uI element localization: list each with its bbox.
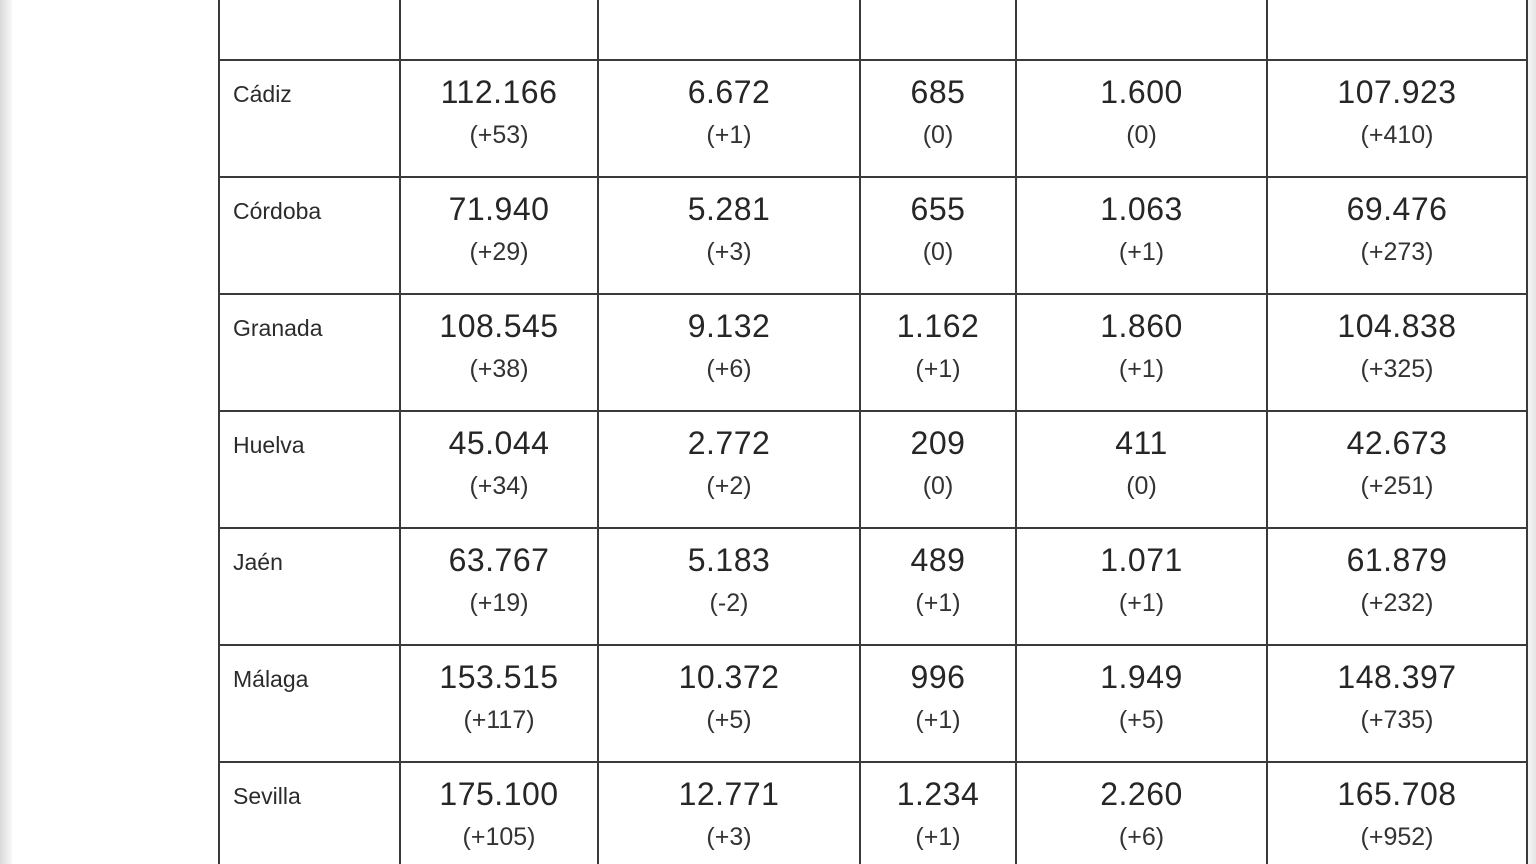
cell-change-value: (+1) <box>1118 589 1165 617</box>
value-cell <box>860 762 1016 864</box>
cell-change-value: (+29) <box>469 238 529 266</box>
cell-total-value: 10.372 <box>678 659 780 695</box>
province-name: Sevilla <box>233 783 301 809</box>
value-cell <box>860 0 1016 60</box>
value-cell <box>860 411 1016 528</box>
province-name: Granada <box>233 315 323 341</box>
value-cell <box>860 528 1016 645</box>
cell-total-value: 71.940 <box>448 191 550 227</box>
cell-change-value: (+34) <box>469 472 529 500</box>
cell-total-value: 5.183 <box>687 542 771 578</box>
cell-change-value: (+117) <box>463 706 535 734</box>
cell-total-value: 1.949 <box>1100 659 1183 695</box>
cell-total-value: 107.923 <box>1337 74 1457 110</box>
table-row <box>219 411 1527 528</box>
value-cell <box>1016 645 1267 762</box>
value-cell <box>400 60 598 177</box>
cell-total-value: 2.260 <box>1100 776 1183 812</box>
province-cell <box>219 0 400 60</box>
cell-change-value: (+2) <box>706 472 752 500</box>
province-cell <box>219 60 400 177</box>
cell-total-value: 655 <box>910 191 966 227</box>
cell-total-value: 63.767 <box>448 542 550 578</box>
cell-change-value: (+1) <box>706 121 752 149</box>
cell-total-value: 61.879 <box>1346 542 1448 578</box>
cell-total-value: 148.397 <box>1337 659 1457 695</box>
cell-change-value: (+3) <box>706 238 752 266</box>
province-cell <box>219 762 400 864</box>
province-name: Málaga <box>233 666 309 692</box>
cell-change-value: (0) <box>1126 121 1157 149</box>
value-cell <box>400 645 598 762</box>
value-cell <box>1267 762 1527 864</box>
province-cell <box>219 177 400 294</box>
cell-total-value: 112.166 <box>440 74 558 110</box>
cell-total-value: 1.860 <box>1100 308 1183 344</box>
cell-change-value: (+5) <box>1118 706 1165 734</box>
value-cell <box>598 0 860 60</box>
cell-change-value: (+1) <box>915 355 961 383</box>
cell-change-value: (+232) <box>1360 589 1434 617</box>
left-page-edge <box>0 0 12 864</box>
province-data-table <box>218 0 1528 864</box>
cell-change-value: (+5) <box>706 706 752 734</box>
value-cell <box>400 411 598 528</box>
value-cell <box>1016 0 1267 60</box>
cell-total-value: 1.234 <box>896 776 980 812</box>
cell-change-value: (+273) <box>1360 238 1434 266</box>
cell-change-value: (+105) <box>462 823 536 851</box>
cell-total-value: 69.476 <box>1346 191 1448 227</box>
cell-total-value: 45.044 <box>448 425 550 461</box>
value-cell <box>1016 528 1267 645</box>
value-cell <box>1016 60 1267 177</box>
cell-total-value: 108.545 <box>439 308 559 344</box>
cell-total-value: 996 <box>910 659 966 695</box>
cell-total-value: 1.162 <box>896 308 980 344</box>
cell-change-value: (+1) <box>915 823 961 851</box>
cell-change-value: (+735) <box>1360 706 1434 734</box>
value-cell <box>400 762 598 864</box>
value-cell <box>400 294 598 411</box>
cell-change-value: (+38) <box>469 355 529 383</box>
value-cell <box>860 645 1016 762</box>
cell-total-value: 2.772 <box>687 425 771 461</box>
cell-total-value: 165.708 <box>1337 776 1457 812</box>
province-cell <box>219 645 400 762</box>
cell-change-value: (+251) <box>1360 472 1434 500</box>
table-body <box>219 0 1527 864</box>
table-row <box>219 762 1527 864</box>
province-cell <box>219 294 400 411</box>
value-cell <box>598 177 860 294</box>
cell-total-value: 175.100 <box>439 776 559 812</box>
value-cell <box>598 411 860 528</box>
cell-total-value: 5.281 <box>687 191 771 227</box>
province-name: Jaén <box>233 549 283 575</box>
cell-total-value: 6.672 <box>687 74 771 110</box>
province-name: Cádiz <box>233 81 292 107</box>
cell-change-value: (-2) <box>709 589 749 617</box>
value-cell <box>598 60 860 177</box>
cell-total-value: 9.132 <box>687 308 771 344</box>
province-cell <box>219 411 400 528</box>
cell-change-value: (0) <box>922 238 954 266</box>
value-cell <box>1267 0 1527 60</box>
province-name: Córdoba <box>233 198 322 224</box>
value-cell <box>1016 294 1267 411</box>
cell-change-value: (+3) <box>706 823 752 851</box>
cell-change-value: (+410) <box>1360 121 1434 149</box>
cell-total-value: 1.063 <box>1100 191 1183 227</box>
value-cell <box>1267 177 1527 294</box>
cell-change-value: (+53) <box>469 121 529 149</box>
cell-total-value: 489 <box>910 542 966 578</box>
value-cell <box>1267 411 1527 528</box>
cell-total-value: 153.515 <box>439 659 559 695</box>
cell-change-value: (+1) <box>915 589 961 617</box>
table-row <box>219 177 1527 294</box>
cell-change-value: (+325) <box>1360 355 1434 383</box>
value-cell <box>860 60 1016 177</box>
value-cell <box>400 528 598 645</box>
cell-total-value: 42.673 <box>1346 425 1448 461</box>
value-cell <box>1016 177 1267 294</box>
cell-change-value: (0) <box>1126 472 1157 500</box>
table-row <box>219 60 1527 177</box>
value-cell <box>1267 294 1527 411</box>
cell-change-value: (0) <box>922 472 954 500</box>
cell-total-value: 1.600 <box>1100 74 1183 110</box>
value-cell <box>1016 762 1267 864</box>
cell-change-value: (0) <box>922 121 954 149</box>
cell-change-value: (+952) <box>1360 823 1434 851</box>
value-cell <box>1267 60 1527 177</box>
value-cell <box>860 177 1016 294</box>
value-cell <box>400 0 598 60</box>
cell-change-value: (+1) <box>1118 238 1165 266</box>
cell-change-value: (+6) <box>1118 823 1165 851</box>
table-row <box>219 528 1527 645</box>
value-cell <box>598 294 860 411</box>
value-cell <box>1016 411 1267 528</box>
province-cell <box>219 528 400 645</box>
value-cell <box>1267 645 1527 762</box>
cell-total-value: 1.071 <box>1100 542 1183 578</box>
value-cell <box>400 177 598 294</box>
province-name: Huelva <box>233 432 305 458</box>
cell-total-value: 209 <box>910 425 966 461</box>
table-row <box>219 645 1527 762</box>
table-row <box>219 0 1527 60</box>
value-cell <box>1267 528 1527 645</box>
cell-change-value: (+1) <box>915 706 961 734</box>
cell-total-value: 104.838 <box>1337 308 1457 344</box>
table-row <box>219 294 1527 411</box>
value-cell <box>860 294 1016 411</box>
cell-change-value: (+1) <box>1118 355 1165 383</box>
value-cell <box>598 762 860 864</box>
cell-total-value: 685 <box>910 74 966 110</box>
cell-change-value: (+19) <box>469 589 529 617</box>
cell-change-value: (+6) <box>706 355 752 383</box>
value-cell <box>598 645 860 762</box>
value-cell <box>598 528 860 645</box>
cell-total-value: 411 <box>1115 425 1168 461</box>
cell-total-value: 12.771 <box>678 776 780 812</box>
